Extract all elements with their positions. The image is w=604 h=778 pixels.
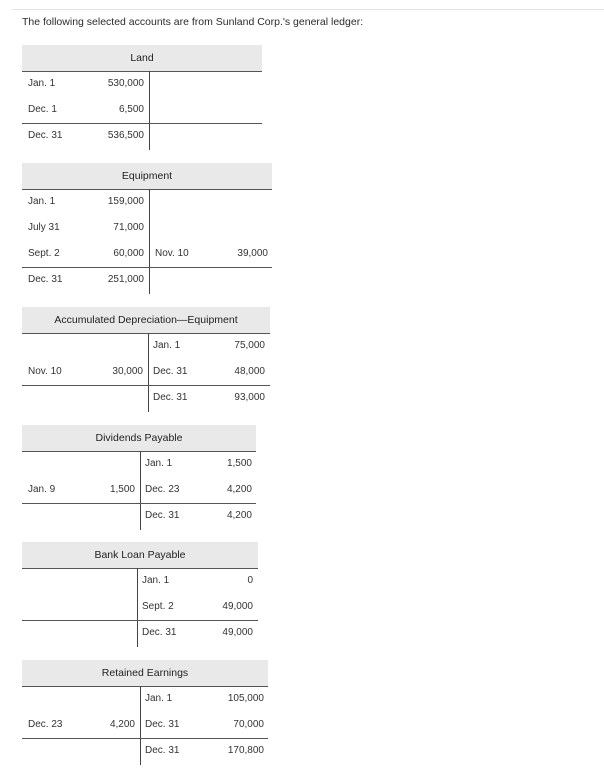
- account-title: Bank Loan Payable: [22, 542, 258, 569]
- balance-line: [22, 123, 262, 124]
- credit-amount: 0: [247, 575, 253, 586]
- debit-amount: 60,000: [113, 248, 144, 259]
- balance-line: [22, 620, 258, 621]
- credit-date: Dec. 23: [145, 484, 180, 495]
- credit-date: Jan. 1: [153, 340, 181, 351]
- t-account-vertical-line: [148, 333, 149, 412]
- debit-date: Jan. 1: [28, 78, 56, 89]
- t-account-vertical-line: [149, 189, 150, 294]
- balance-line: [22, 503, 256, 504]
- debit-balance-amount: 251,000: [107, 274, 144, 285]
- debit-amount: 1,500: [109, 484, 135, 495]
- account-title: Land: [22, 45, 262, 72]
- credit-balance-amount: 93,000: [234, 392, 265, 403]
- debit-balance-date: Dec. 31: [28, 274, 63, 285]
- credit-balance-date: Dec. 31: [142, 627, 177, 638]
- debit-amount: 159,000: [107, 196, 144, 207]
- credit-amount: 39,000: [237, 248, 268, 259]
- credit-amount: 48,000: [234, 366, 265, 377]
- debit-date: Jan. 1: [28, 196, 56, 207]
- t-account-vertical-line: [140, 451, 141, 530]
- t-account-vertical-line: [137, 568, 138, 647]
- debit-date: July 31: [28, 222, 60, 233]
- debit-amount: 71,000: [113, 222, 144, 233]
- credit-amount: 49,000: [222, 601, 253, 612]
- credit-balance-date: Dec. 31: [145, 510, 180, 521]
- credit-balance-amount: 49,000: [222, 627, 253, 638]
- credit-date: Dec. 31: [145, 719, 180, 730]
- debit-date: Nov. 10: [28, 366, 62, 377]
- debit-amount: 6,500: [118, 104, 144, 115]
- account-title: Equipment: [22, 163, 272, 190]
- top-divider: [12, 9, 604, 10]
- credit-balance-amount: 170,800: [227, 745, 264, 756]
- intro-text: The following selected accounts are from Sunland Corp.'s general ledger:: [22, 16, 364, 28]
- credit-amount: 75,000: [234, 340, 265, 351]
- balance-line: [22, 267, 272, 268]
- credit-amount: 4,200: [226, 484, 252, 495]
- t-account-vertical-line: [140, 686, 141, 765]
- credit-date: Dec. 31: [153, 366, 188, 377]
- debit-date: Jan. 9: [28, 484, 56, 495]
- debit-date: Dec. 23: [28, 719, 63, 730]
- account-title: Retained Earnings: [22, 660, 268, 687]
- balance-line: [22, 738, 268, 739]
- credit-date: Nov. 10: [155, 248, 189, 259]
- debit-amount: 30,000: [112, 366, 143, 377]
- account-title: Accumulated Depreciation—Equipment: [22, 307, 270, 334]
- t-account-vertical-line: [149, 71, 150, 150]
- debit-date: Sept. 2: [28, 248, 60, 259]
- debit-balance-date: Dec. 31: [28, 130, 63, 141]
- credit-amount: 1,500: [226, 458, 252, 469]
- debit-amount: 4,200: [109, 719, 135, 730]
- credit-date: Jan. 1: [145, 693, 173, 704]
- debit-amount: 530,000: [107, 78, 144, 89]
- debit-date: Dec. 1: [28, 104, 57, 115]
- credit-balance-amount: 4,200: [226, 510, 252, 521]
- account-title: Dividends Payable: [22, 425, 256, 452]
- balance-line: [22, 385, 270, 386]
- debit-balance-amount: 536,500: [107, 130, 144, 141]
- credit-date: Jan. 1: [142, 575, 170, 586]
- credit-balance-date: Dec. 31: [145, 745, 180, 756]
- credit-date: Jan. 1: [145, 458, 173, 469]
- credit-date: Sept. 2: [142, 601, 174, 612]
- credit-amount: 70,000: [233, 719, 264, 730]
- credit-amount: 105,000: [227, 693, 264, 704]
- credit-balance-date: Dec. 31: [153, 392, 188, 403]
